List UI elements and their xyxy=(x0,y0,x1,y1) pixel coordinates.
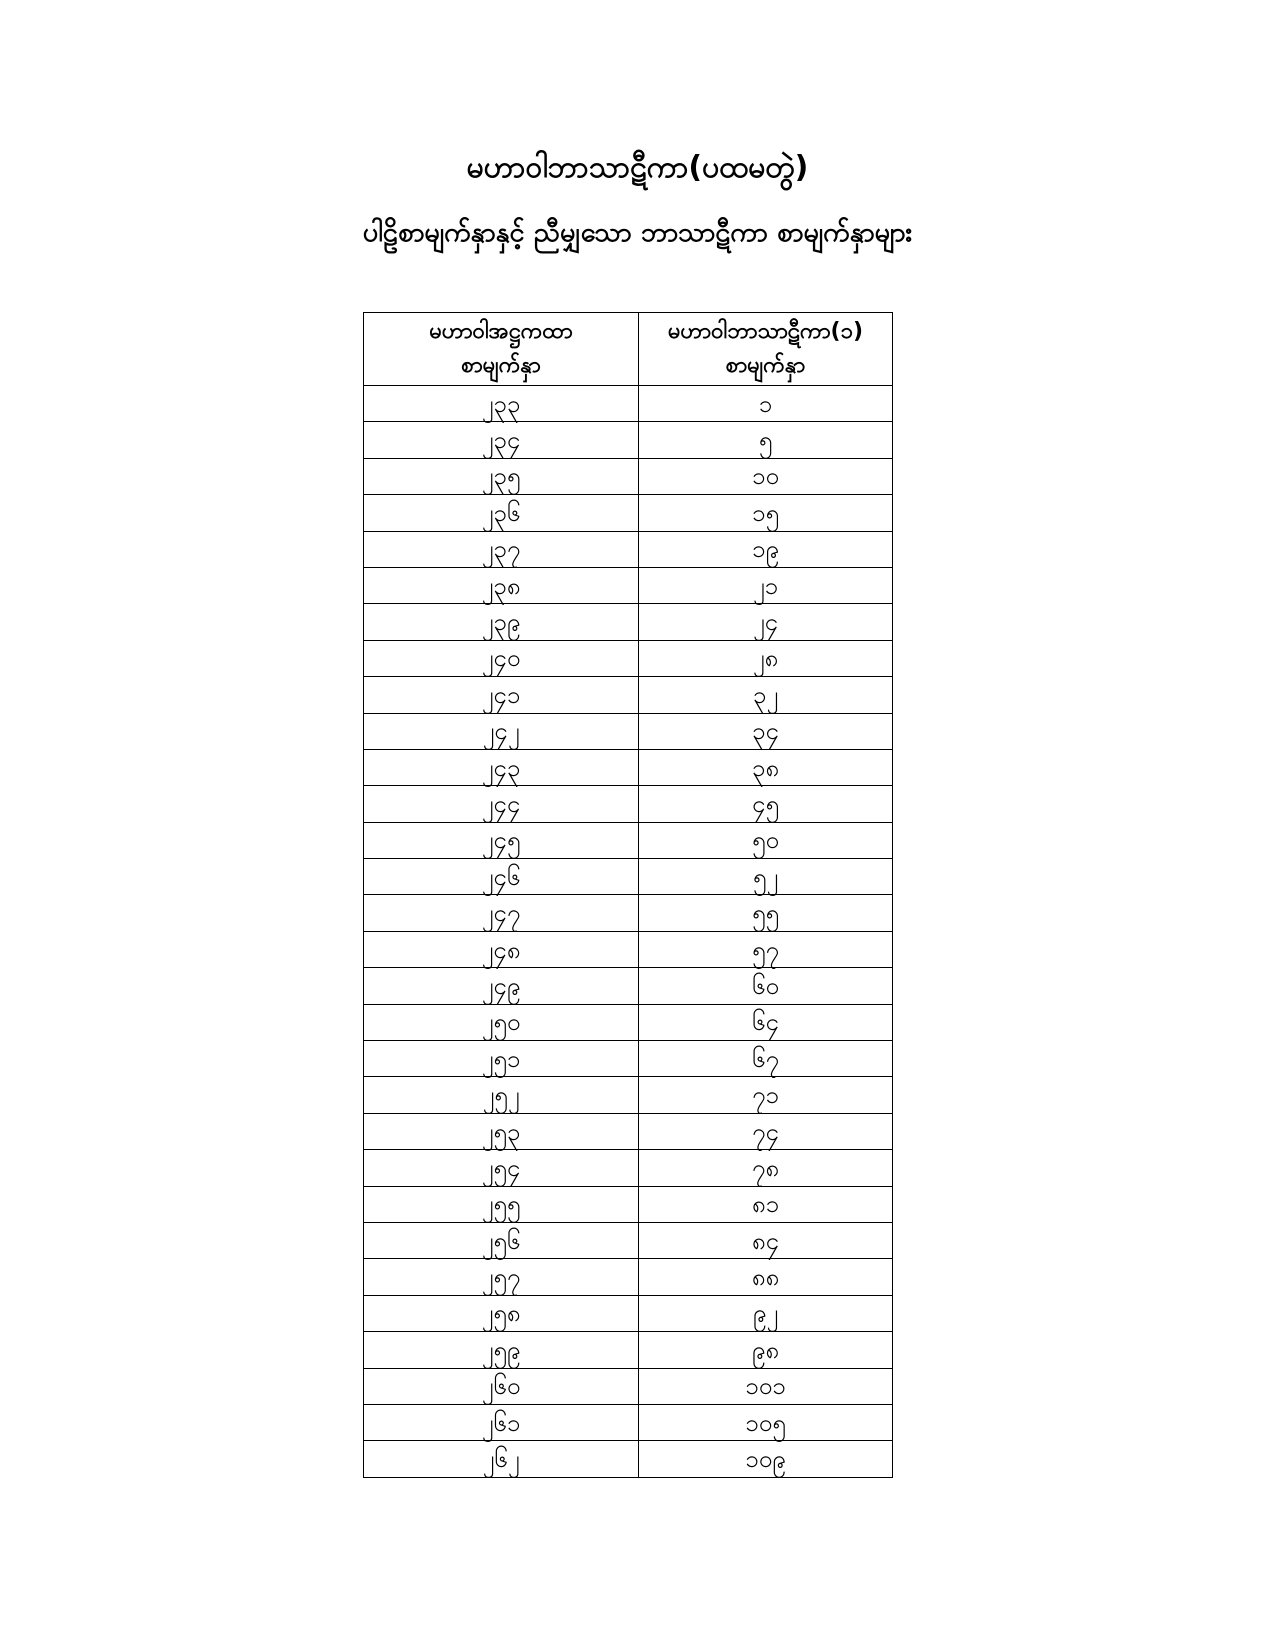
atthakatha-page-cell: ၂၅၈ xyxy=(364,1295,639,1331)
column-header-atthakatha-line2: စာမျက်နှာ xyxy=(461,353,541,378)
column-header-atthakatha-line1: မဟာဝါအဋ္ဌကထာ xyxy=(429,319,573,344)
table-row xyxy=(364,531,893,567)
tika-page-cell: ၁၀၅ xyxy=(639,1404,893,1440)
atthakatha-page-cell: ၂၄၈ xyxy=(364,931,639,967)
table-row xyxy=(364,677,893,713)
tika-page-cell: ၇၁ xyxy=(639,1077,893,1113)
tika-page-cell: ၈၄ xyxy=(639,1222,893,1258)
tika-page-cell: ၇၈ xyxy=(639,1150,893,1186)
table-row xyxy=(364,1077,893,1113)
table-row xyxy=(364,1368,893,1404)
atthakatha-page-cell: ၂၅၀ xyxy=(364,1004,639,1040)
tika-page-cell: ၂၈ xyxy=(639,640,893,676)
table-header-row xyxy=(364,313,893,386)
table-row xyxy=(364,786,893,822)
atthakatha-page-cell: ၂၃၄ xyxy=(364,422,639,458)
tika-page-cell: ၁၉ xyxy=(639,531,893,567)
table-body xyxy=(364,386,893,1478)
tika-page-cell: ၆၄ xyxy=(639,1004,893,1040)
tika-page-cell: ၅၇ xyxy=(639,931,893,967)
atthakatha-page-cell: ၂၆၂ xyxy=(364,1441,639,1477)
table-row xyxy=(364,895,893,931)
table-row xyxy=(364,822,893,858)
tika-page-cell: ၅၂ xyxy=(639,859,893,895)
tika-page-cell: ၆၇ xyxy=(639,1041,893,1077)
atthakatha-page-cell: ၂၅၅ xyxy=(364,1186,639,1222)
atthakatha-page-cell: ၂၃၇ xyxy=(364,531,639,567)
atthakatha-page-cell: ၂၄၁ xyxy=(364,677,639,713)
tika-page-cell: ၁၀၉ xyxy=(639,1441,893,1477)
atthakatha-page-cell: ၂၅၉ xyxy=(364,1332,639,1368)
table-row xyxy=(364,604,893,640)
table-row xyxy=(364,749,893,785)
tika-page-cell: ၅ xyxy=(639,422,893,458)
tika-page-cell: ၇၄ xyxy=(639,1113,893,1149)
table-row xyxy=(364,968,893,1004)
atthakatha-page-cell: ၂၅၆ xyxy=(364,1222,639,1258)
atthakatha-page-cell: ၂၅၇ xyxy=(364,1259,639,1295)
table-row xyxy=(364,1113,893,1149)
tika-page-cell: ၃၄ xyxy=(639,713,893,749)
table-row xyxy=(364,713,893,749)
atthakatha-page-cell: ၂၄၂ xyxy=(364,713,639,749)
tika-page-cell: ၉၈ xyxy=(639,1332,893,1368)
table-row xyxy=(364,640,893,676)
atthakatha-page-cell: ၂၃၃ xyxy=(364,386,639,422)
page-subtitle: ပါဠိစာမျက်နှာနှင့် ညီမျှသော ဘာသာဋီကာ စာမျက်နှာများ xyxy=(362,217,913,248)
atthakatha-page-cell: ၂၅၂ xyxy=(364,1077,639,1113)
table-row xyxy=(364,422,893,458)
table-row xyxy=(364,859,893,895)
table-row xyxy=(364,386,893,422)
column-header-atthakatha xyxy=(364,313,639,386)
atthakatha-page-cell: ၂၄၄ xyxy=(364,786,639,822)
tika-page-cell: ၁၅ xyxy=(639,495,893,531)
tika-page-cell: ၃၂ xyxy=(639,677,893,713)
column-header-tika xyxy=(639,313,893,386)
atthakatha-page-cell: ၂၅၃ xyxy=(364,1113,639,1149)
tika-page-cell: ၂၁ xyxy=(639,567,893,603)
table-row xyxy=(364,1150,893,1186)
atthakatha-page-cell: ၂၄၀ xyxy=(364,640,639,676)
table-row xyxy=(364,495,893,531)
page-correspondence-table-container xyxy=(363,312,892,1478)
table-row xyxy=(364,1004,893,1040)
tika-page-cell: ၄၅ xyxy=(639,786,893,822)
tika-page-cell: ၅၀ xyxy=(639,822,893,858)
atthakatha-page-cell: ၂၆၁ xyxy=(364,1404,639,1440)
table-row xyxy=(364,1332,893,1368)
tika-page-cell: ၈၁ xyxy=(639,1186,893,1222)
table-row xyxy=(364,1441,893,1477)
tika-page-cell: ၁၀ xyxy=(639,458,893,494)
atthakatha-page-cell: ၂၃၈ xyxy=(364,567,639,603)
table-row xyxy=(364,1404,893,1440)
atthakatha-page-cell: ၂၄၆ xyxy=(364,859,639,895)
atthakatha-page-cell: ၂၄၇ xyxy=(364,895,639,931)
page-title: မဟာဝါဘာသာဋီကာ(ပထမတွဲ) xyxy=(466,150,809,185)
column-header-tika-line2: စာမျက်နှာ xyxy=(725,353,806,378)
table-row xyxy=(364,1295,893,1331)
tika-page-cell: ၃၈ xyxy=(639,749,893,785)
table-row xyxy=(364,1259,893,1295)
atthakatha-page-cell: ၂၃၅ xyxy=(364,458,639,494)
tika-page-cell: ၉၂ xyxy=(639,1295,893,1331)
table-row xyxy=(364,567,893,603)
table-row xyxy=(364,931,893,967)
tika-page-cell: ၅၅ xyxy=(639,895,893,931)
table-row xyxy=(364,1222,893,1258)
tika-page-cell: ၁၀၁ xyxy=(639,1368,893,1404)
tika-page-cell: ၂၄ xyxy=(639,604,893,640)
table-row xyxy=(364,458,893,494)
atthakatha-page-cell: ၂၆၀ xyxy=(364,1368,639,1404)
page-correspondence-table xyxy=(363,312,893,1478)
table-row xyxy=(364,1186,893,1222)
tika-page-cell: ၆၀ xyxy=(639,968,893,1004)
tika-page-cell: ၈၈ xyxy=(639,1259,893,1295)
column-header-tika-line1: မဟာဝါဘာသာဋီကာ(၁) xyxy=(667,319,864,344)
table-header xyxy=(364,313,893,386)
atthakatha-page-cell: ၂၃၉ xyxy=(364,604,639,640)
table-row xyxy=(364,1041,893,1077)
atthakatha-page-cell: ၂၃၆ xyxy=(364,495,639,531)
atthakatha-page-cell: ၂၄၅ xyxy=(364,822,639,858)
atthakatha-page-cell: ၂၅၄ xyxy=(364,1150,639,1186)
tika-page-cell: ၁ xyxy=(639,386,893,422)
atthakatha-page-cell: ၂၄၃ xyxy=(364,749,639,785)
atthakatha-page-cell: ၂၄၉ xyxy=(364,968,639,1004)
atthakatha-page-cell: ၂၅၁ xyxy=(364,1041,639,1077)
